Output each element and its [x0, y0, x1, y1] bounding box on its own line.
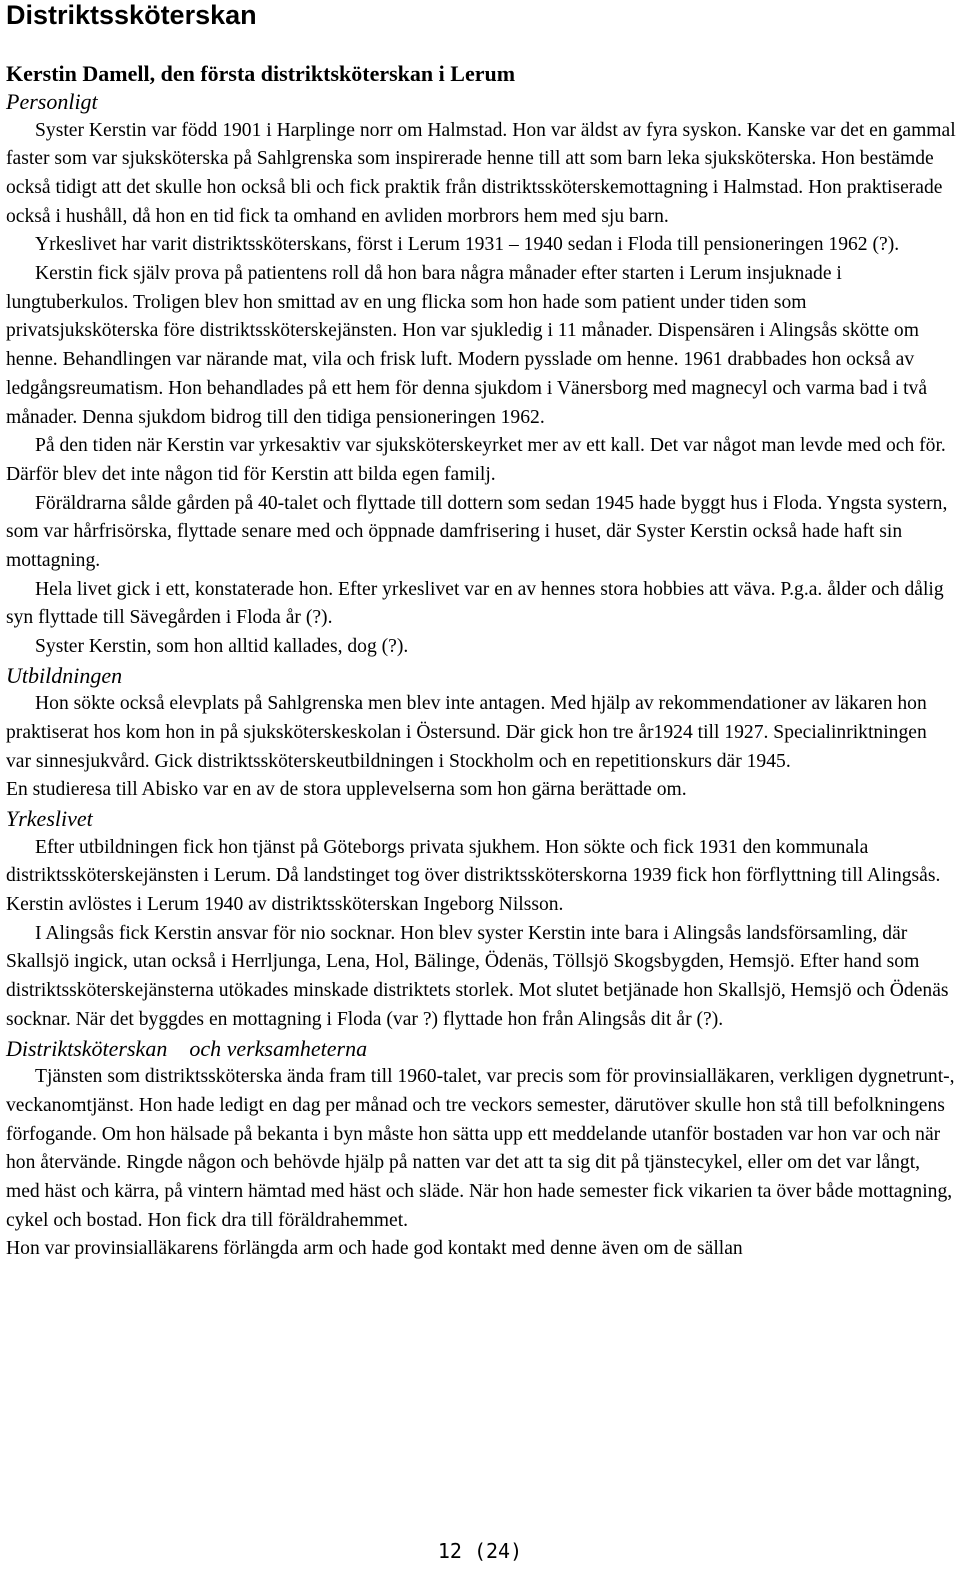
paragraph: Hela livet gick i ett, konstaterade hon. Efter yrkeslivet var en av hennes stora hobbies att väva. P.g.a. ålder och dålig syn flyttade till Sävegården i Floda år (?).	[6, 578, 944, 629]
section-utbildningen	[6, 662, 956, 805]
page-number: 12 (24)	[437, 1539, 523, 1563]
section-verksamheterna	[6, 1035, 956, 1264]
paragraph: Kerstin fick själv prova på patientens roll då hon bara några månader efter starten i Lerum insjuknade i lungtuberkulos. Troligen blev hon smittad av en ung flicka som hon hade som patient under tiden som privatsjuksköterska före distriktssköterskejänsten. Hon var sjukledig i 11 månader. Dispensären i Alingsås skötte om henne. Behandlingen var närande mat, vila och frisk luft. Modern pysslade om henne. 1961 drabbades hon också av ledgångsreumatism. Hon behandlades på ett hem för denna sjukdom i Vänersborg med magnecyl och varma bad i två månader. Denna sjukdom bidrog till den tidiga pensioneringen 1962.	[6, 263, 928, 428]
paragraph: Syster Kerstin var född 1901 i Harplinge norr om Halmstad. Hon var äldst av fyra syskon. Kanske var det en gammal faster som var sjuksköterska på Sahlgrenska som inspirerade henne till att som barn leka sjuksköterska. Hon bestämde också tidigt att det skulle hon också bli och fick praktik från distriktssköterskemottagning i Halmstad. Hon praktiserade också i hushåll, då hon en tid fick ta omhand en avliden morbrors hem med sju barn.	[6, 119, 956, 227]
paragraph: En studieresa till Abisko var en av de stora upplevelserna som hon gärna berättade om.	[6, 779, 687, 801]
section-yrkeslivet	[6, 805, 956, 1034]
paragraph: Föräldrarna sålde gården på 40-talet och flyttade till dottern som sedan 1945 hade byggt hus i Floda. Yngsta systern, som var hårfrisörska, flyttade senare med och öppnade damfrisering i huset, där Syster Kerstin också hade haft sin mottagning.	[6, 492, 948, 572]
document-page	[6, 0, 956, 1264]
paragraph: Tjänsten som distriktssköterska ända fram till 1960-talet, var precis som för provinsialläkaren, verkligen dygnetrunt-, veckanomtjänst. Hon hade ledigt en dag per månad och tre veckors semester, därutöver skulle hon stå till befolkningens förfogande. Om hon hälsade på bekanta i byn måste hon sätta upp ett meddelande utanför bostaden var hon var och när hon återvände. Ringde någon och behövde hjälp på natten var det att ta sig dit på tjänstecykel, eller om det var långt, med häst och kärra, på vintern hämtad med häst och släde. När hon hade semester fick vikarien ta över både mottagning, cykel och bostad. Hon fick dra till föräldrahemmet.	[6, 1066, 955, 1231]
document-subtitle: Kerstin Damell, den första distriktsköterskan i Lerum	[6, 61, 516, 86]
page-title: Distriktssköterskan	[6, 0, 257, 30]
paragraph: Syster Kerstin, som hon alltid kallades, dog (?).	[35, 636, 409, 658]
paragraph: Hon var provinsialläkarens förlängda arm och hade god kontakt med denne även om de sällan	[6, 1238, 743, 1260]
section-heading: Utbildningen	[6, 662, 123, 688]
paragraph: Yrkeslivet har varit distriktssköterskans, först i Lerum 1931 – 1940 sedan i Floda till pensioneringen 1962 (?).	[35, 234, 900, 256]
paragraph: Efter utbildningen fick hon tjänst på Göteborgs privata sjukhem. Hon sökte och fick 1931 den kommunala distriktssköterskejänsten i Lerum. Då landstinget tog över distriktssköterskorna 1939 fick hon förflyttning till Alingsås. Kerstin avlöstes i Lerum 1940 av distriktssköterskan Ingeborg Nilsson.	[6, 836, 941, 916]
paragraph: I Alingsås fick Kerstin ansvar för nio socknar. Hon blev syster Kerstin inte bara i Alingsås landsförsamling, där Skallsjö ingick, utan också i Herrljunga, Lena, Hol, Bälinge, Ödenäs, Töllsjö Skogsbygden, Hemsjö. Efter hand som distriktssköterskejänsterna utökades minskade distriktets storlek. Mot slutet betjänade hon Skallsjö, Hemsjö och Ödenäs socknar. När det byggdes en mottagning i Floda (var ?) flyttade hon från Alingsås dit år (?).	[6, 922, 949, 1030]
section-personligt	[6, 88, 956, 662]
paragraph: Hon sökte också elevplats på Sahlgrenska men blev inte antagen. Med hjälp av rekommendationer av läkaren hon praktiserat hos kom hon in på sjuksköterskeskolan i Östersund. Där gick hon tre år1924 till 1927. Specialinriktningen var sinnesjukvård. Gick distriktssköterskeutbildningen i Stockholm och en repetitionskurs där 1945.	[6, 693, 927, 772]
section-heading: Personligt	[6, 89, 98, 114]
paragraph: På den tiden när Kerstin var yrkesaktiv var sjuksköterskeyrket mer av ett kall. Det var något man levde med och för. Därför blev det inte någon tid för Kerstin att bilda egen familj.	[6, 435, 946, 485]
section-heading: Yrkeslivet	[6, 806, 93, 832]
section-heading: Distriktsköterskan och verksamheterna	[6, 1035, 368, 1061]
